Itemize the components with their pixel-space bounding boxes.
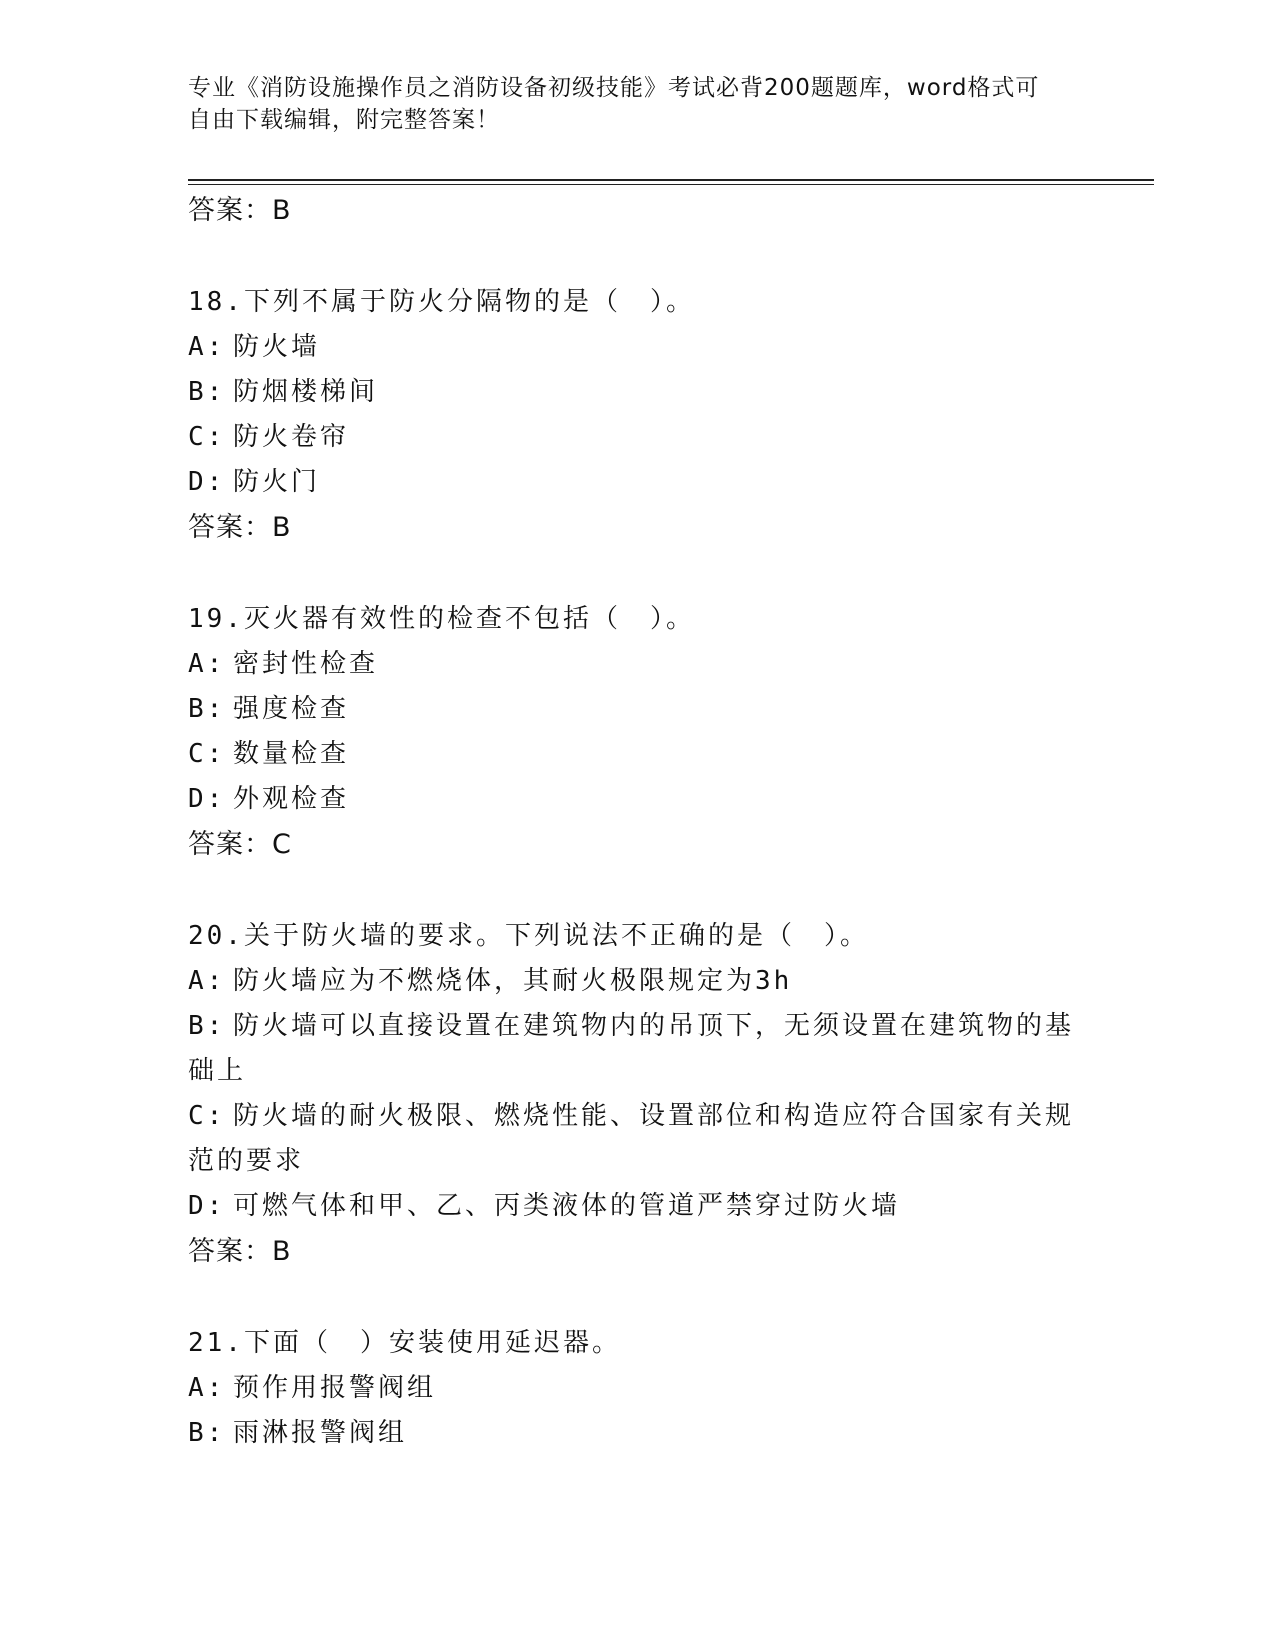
option-letter: D:: [188, 1191, 226, 1221]
option-d: [188, 1184, 1088, 1229]
option-c: [188, 415, 1088, 460]
question-block: [188, 597, 1088, 867]
question-stem: 18.下列不属于防火分隔物的是（ ）。: [188, 287, 695, 317]
question-stem: 20.关于防火墙的要求。下列说法不正确的是（ ）。: [188, 921, 869, 951]
header-divider-thick: [188, 179, 1154, 181]
option-d: [188, 460, 1088, 505]
option-letter: D:: [188, 467, 226, 497]
option-text-continued: 础上: [188, 1056, 247, 1086]
option-letter: B:: [188, 694, 226, 724]
header-line-1: 专业《消防设施操作员之消防设备初级技能》考试必背200题题库，word格式可: [188, 75, 1040, 101]
question-block: [188, 1321, 1088, 1456]
option-letter: C:: [188, 1101, 226, 1131]
option-letter: A:: [188, 649, 226, 679]
option-b: [188, 687, 1088, 732]
answer-label: 答案：B: [188, 512, 292, 543]
option-letter: A:: [188, 1373, 226, 1403]
header-divider-thin: [188, 184, 1154, 185]
answer-label: 答案：B: [188, 195, 292, 226]
option-a: [188, 325, 1088, 370]
option-text: 防火卷帘: [233, 422, 350, 452]
option-letter: B:: [188, 1011, 226, 1041]
option-text: 预作用报警阀组: [233, 1373, 437, 1403]
option-text: 雨淋报警阀组: [233, 1418, 408, 1448]
option-text: 密封性检查: [233, 649, 379, 679]
option-letter: D:: [188, 784, 226, 814]
option-text-continued: 范的要求: [188, 1146, 305, 1176]
option-text: 防火墙应为不燃烧体，其耐火极限规定为3h: [233, 966, 793, 996]
question-list: [188, 188, 1088, 1456]
question-stem: 19.灭火器有效性的检查不包括（ ）。: [188, 604, 695, 634]
answer-label: 答案：C: [188, 829, 292, 860]
option-text: 防火墙的耐火极限、燃烧性能、设置部位和构造应符合国家有关规: [233, 1101, 1075, 1131]
question-block: [188, 914, 1088, 1274]
option-a: [188, 642, 1088, 687]
answer-label: 答案：B: [188, 1236, 292, 1267]
option-c: [188, 1094, 1088, 1184]
option-letter: C:: [188, 422, 226, 452]
option-c: [188, 732, 1088, 777]
option-d: [188, 777, 1088, 822]
option-b: [188, 1411, 1088, 1456]
option-a: [188, 959, 1088, 1004]
option-b: [188, 1004, 1088, 1094]
option-letter: A:: [188, 332, 226, 362]
option-letter: C:: [188, 739, 226, 769]
question-stem: 21.下面（ ）安装使用延迟器。: [188, 1328, 621, 1358]
option-letter: B:: [188, 377, 226, 407]
option-text: 防火门: [233, 467, 321, 497]
option-text: 防火墙: [233, 332, 321, 362]
header-line-2: 自由下载编辑，附完整答案！: [188, 107, 500, 133]
question-block: [188, 280, 1088, 550]
document-header: [188, 72, 1088, 136]
option-b: [188, 370, 1088, 415]
option-text: 外观检查: [233, 784, 350, 814]
option-letter: A:: [188, 966, 226, 996]
option-text: 强度检查: [233, 694, 350, 724]
option-text: 可燃气体和甲、乙、丙类液体的管道严禁穿过防火墙: [233, 1191, 901, 1221]
option-text: 防火墙可以直接设置在建筑物内的吊顶下，无须设置在建筑物的基: [233, 1011, 1075, 1041]
option-letter: B:: [188, 1418, 226, 1448]
option-text: 数量检查: [233, 739, 350, 769]
option-text: 防烟楼梯间: [233, 377, 379, 407]
option-a: [188, 1366, 1088, 1411]
